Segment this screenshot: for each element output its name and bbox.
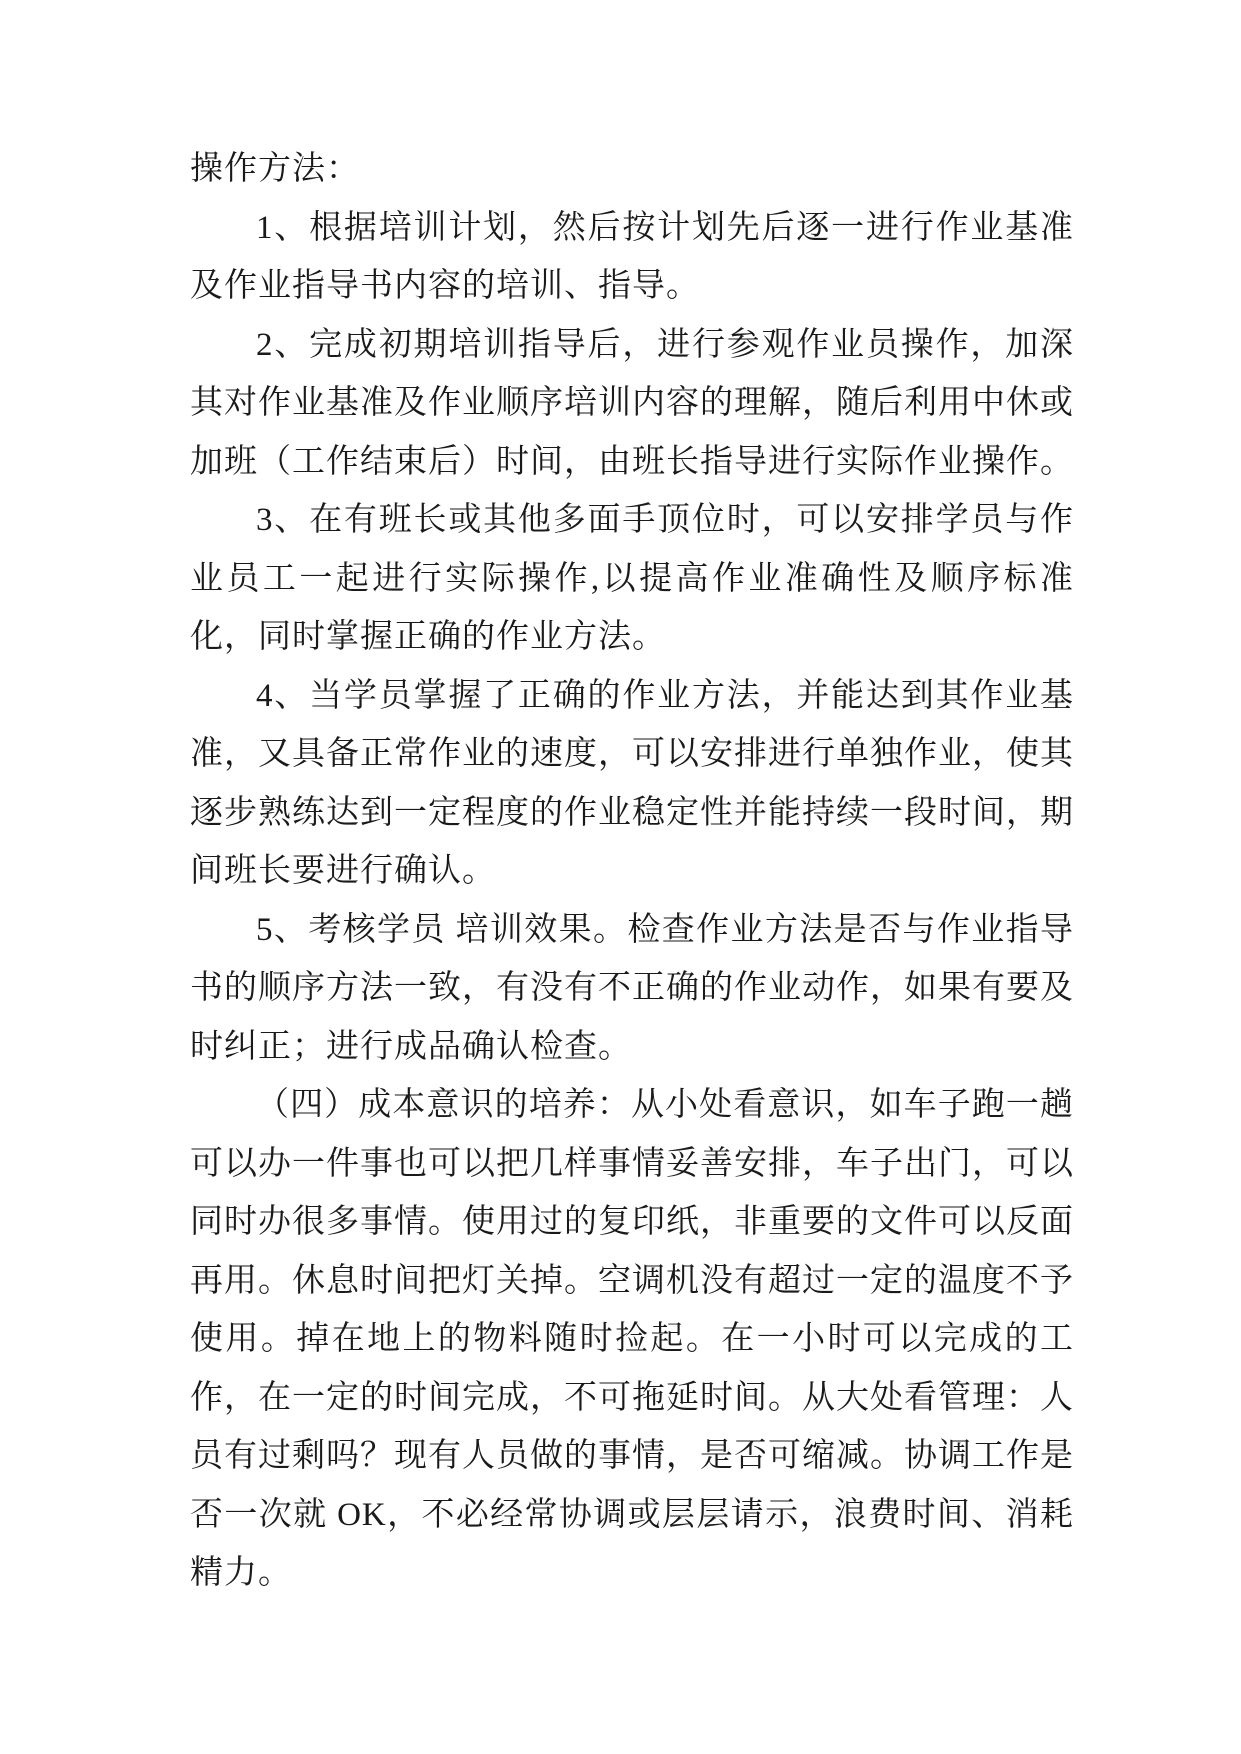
paragraph-step-5: 5、考核学员 培训效果。检查作业方法是否与作业指导书的顺序方法一致，有没有不正确的作业动作，如果有要及时纠正；进行成品确认检查。 [190, 911, 1074, 1065]
document-text-block [190, 140, 1074, 1603]
paragraph-section-4-cost-awareness: （四）成本意识的培养：从小处看意识，如车子跑一趟可以办一件事也可以把几样事情妥善安排，车子出门，可以同时办很多事情。使用过的复印纸，非重要的文件可以反面再用。休息时间把灯关掉。空调机没有超过一定的温度不予使用。掉在地上的物料随时捡起。在一小时可以完成的工作，在一定的时间完成，不可拖延时间。从大处看管理：人员有过剩吗？现有人员做的事情，是否可缩减。协调工作是否一次就 OK，不必经常协调或层层请示，浪费时间、消耗精力。 [190, 1087, 1074, 1591]
paragraph-step-3: 3、在有班长或其他多面手顶位时，可以安排学员与作业员工一起进行实际操作,以提高作业准确性及顺序标准化，同时掌握正确的作业方法。 [190, 502, 1074, 655]
paragraph-step-2: 2、完成初期培训指导后，进行参观作业员操作，加深其对作业基准及作业顺序培训内容的理解，随后利用中休或加班（工作结束后）时间，由班长指导进行实际作业操作。 [190, 326, 1074, 480]
paragraph-step-1: 1、根据培训计划，然后按计划先后逐一进行作业基准及作业指导书内容的培训、指导。 [190, 209, 1074, 304]
section-heading: 操作方法： [190, 151, 360, 187]
paragraph-step-4: 4、当学员掌握了正确的作业方法，并能达到其作业基准，又具备正常作业的速度，可以安排进行单独作业，使其逐步熟练达到一定程度的作业稳定性并能持续一段时间，期间班长要进行确认。 [190, 677, 1074, 889]
